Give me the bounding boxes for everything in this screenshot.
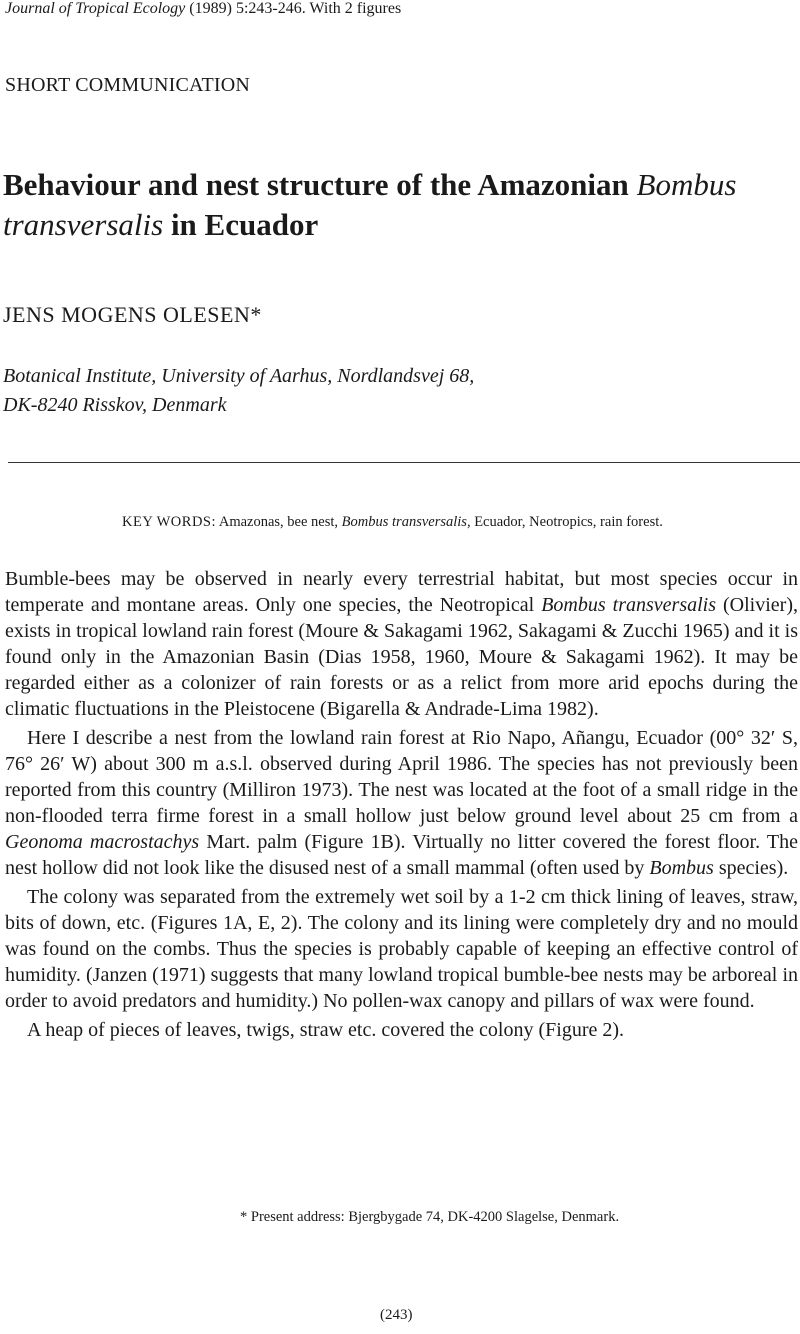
keywords-line <box>122 514 663 531</box>
article-body <box>5 566 798 1043</box>
p2-genus: Bombus <box>649 857 714 879</box>
title-part-1: Behaviour and nest structure of the Amazonian <box>3 167 637 202</box>
p2-text-b: Mart. palm (Figure 1B). Virtually no litter covered the forest floor. The nest hollow did not look like the disused nest of a small mammal (often used by <box>5 831 798 879</box>
author-name: JENS MOGENS OLESEN* <box>3 302 262 327</box>
keywords-after: Ecuador, Neotropics, rain forest. <box>470 514 663 530</box>
section-label: SHORT COMMUNICATION <box>5 74 251 96</box>
page-number: (243) <box>380 1307 413 1323</box>
p2-text-c: species). <box>713 857 789 879</box>
journal-name: Journal of Tropical Ecology <box>5 0 186 17</box>
journal-citation-header <box>5 0 401 18</box>
p2-text-a: Here I describe a nest from the lowland rain forest at Rio Napo, Añangu, Ecuador (00° 32′ S, 76° 26′ W) about 300 m a.s.l. observed during April 1986. The species has not previously been reported from this country (Milliron 1973). The nest was located at the foot of a small ridge in the non-flooded terra firme forest in a small hollow just below ground level about 25 cm from a <box>5 727 798 827</box>
citation-details: (1989) 5:243-246. With 2 figures <box>189 0 402 17</box>
author-affiliation <box>3 362 474 420</box>
keywords-species: Bombus transversalis, <box>341 514 471 530</box>
affiliation-line-2: DK-8240 Risskov, Denmark <box>3 394 227 416</box>
title-species: Bombus transversalis <box>3 167 737 242</box>
header-divider <box>8 462 800 463</box>
title-part-2: in Ecuador <box>163 207 319 242</box>
article-title <box>3 165 793 245</box>
paragraph-3: The colony was separated from the extremely wet soil by a 1-2 cm thick lining of leaves, straw, bits of down, etc. (Figures 1A, E, 2). The colony and its lining were completely dry and no mould was found on the combs. Thus the species is probably capable of keeping an effective control of humidity. (Janzen (1971) suggests that many lowland tropical bumble-bee nests may be arboreal in order to avoid predators and humidity.) No pollen-wax canopy and pillars of wax were found. <box>5 886 798 1012</box>
paragraph-1 <box>5 566 798 722</box>
keywords-before: Amazonas, bee nest, <box>216 514 342 530</box>
affiliation-line-1: Botanical Institute, University of Aarhus, Nordlandsvej 68, <box>3 365 475 387</box>
paragraph-2 <box>5 725 798 881</box>
keywords-label: KEY WORDS: <box>122 514 217 530</box>
p2-species: Geonoma macrostachys <box>5 831 200 853</box>
footnote: * Present address: Bjergbygade 74, DK-4200 Slagelse, Denmark. <box>240 1209 620 1225</box>
paragraph-4: A heap of pieces of leaves, twigs, straw etc. covered the colony (Figure 2). <box>27 1019 625 1041</box>
p1-text-a: Bumble-bees may be observed in nearly every terrestrial habitat, but most species occur in temperate and montane areas. Only one species, the Neotropical <box>5 568 798 616</box>
p1-text-b: (Olivier), exists in tropical lowland rain forest (Moure & Sakagami 1962, Sakagami & Zucchi 1965) and it is found only in the Amazonian Basin (Dias 1958, 1960, Moure & Sakagami 1962). It may be regarded either as a colonizer of rain forests or as a relict from more arid epochs during the climatic fluctuations in the Pleistocene (Bigarella & Andrade-Lima 1982). <box>5 594 798 720</box>
p1-species: Bombus transversalis <box>541 594 716 616</box>
